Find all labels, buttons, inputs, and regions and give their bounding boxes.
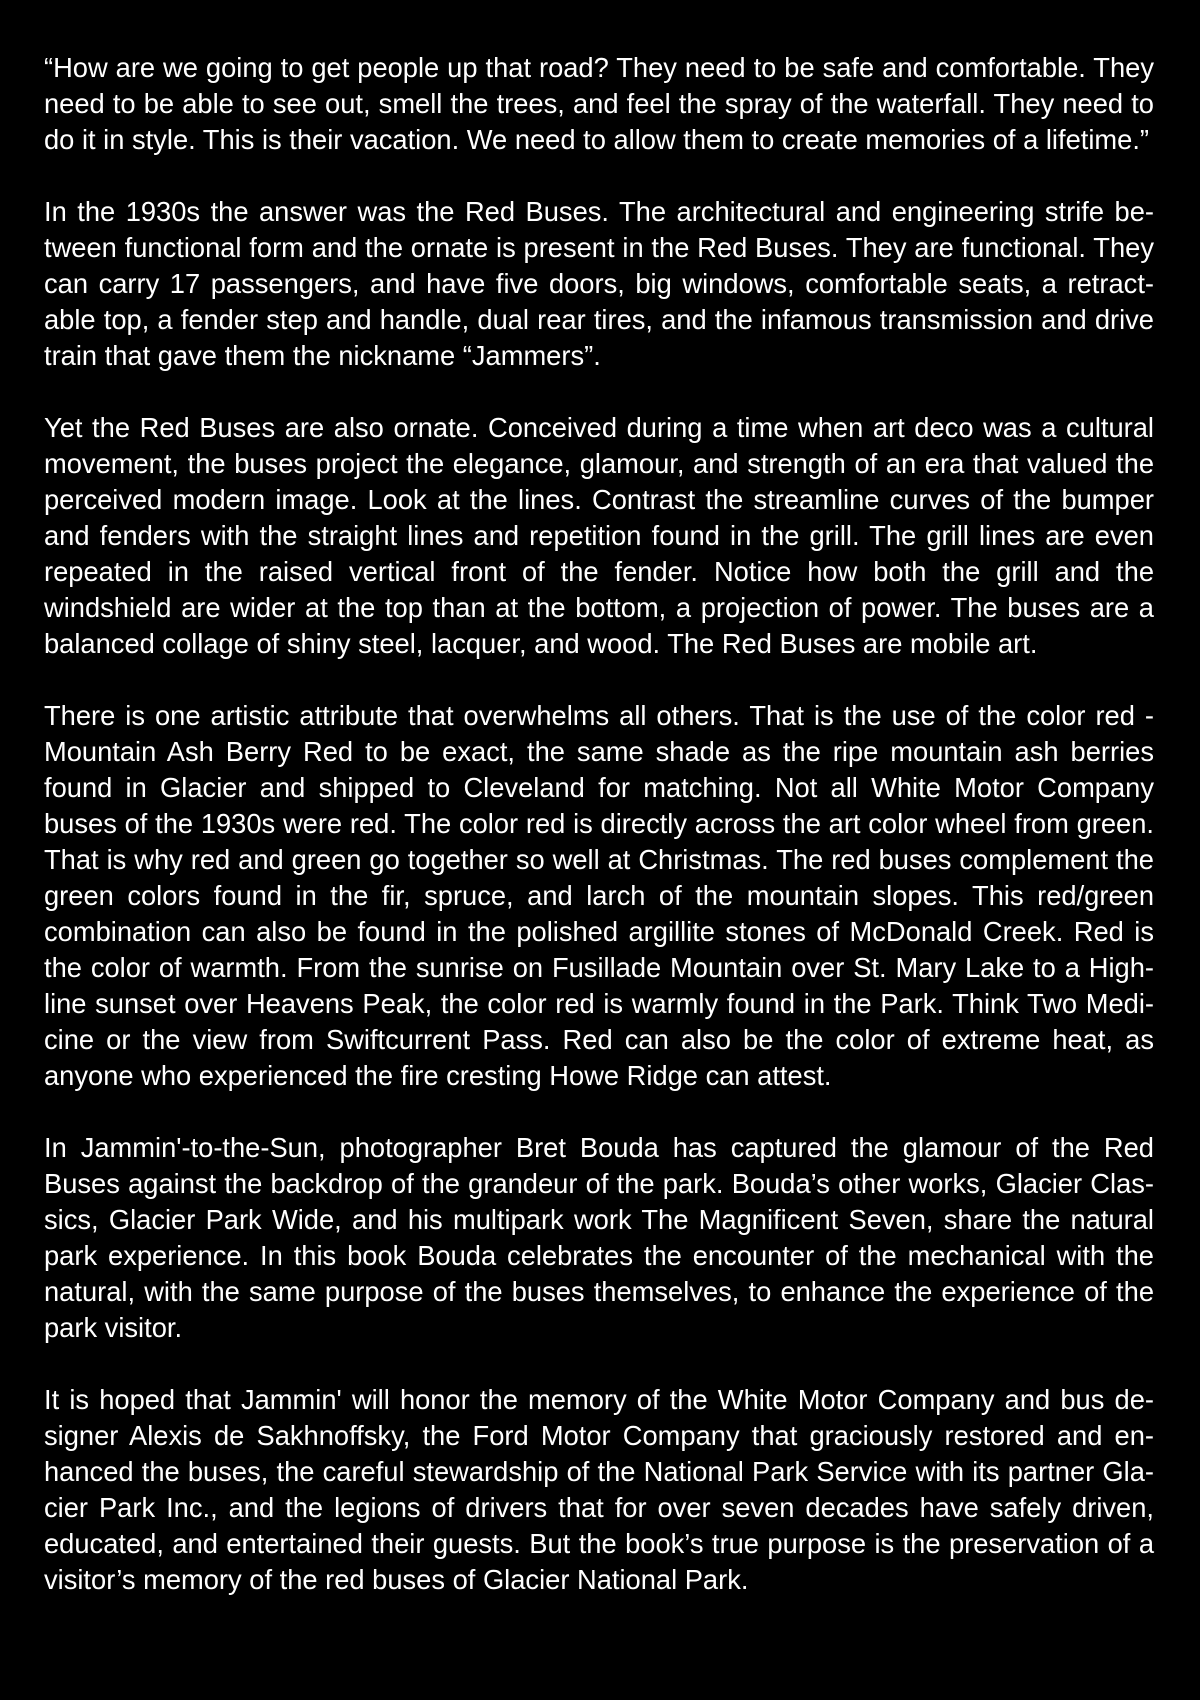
paragraph-functional-form: In the 1930s the answer was the Red Buses. The architectural and engineering strife between functional form and the ornate is present in the Red Buses. They are functional. They can carry 17 passengers, and have five doors, big windows, comfortable seats, a retractable top, a fender step and handle, dual rear tires, and the infamous transmission and drive train that gave them the nickname “Jammers”.: [44, 196, 1154, 371]
paragraph-photographer: In Jammin'-to-the-Sun, photographer Bret Bouda has captured the glamour of the Red Buses against the backdrop of the grandeur of the park. Bouda’s other works, Glacier Classics, Glacier Park Wide, and his multipark work The Magnificent Seven, share the natural park experience. In this book Bouda celebrates the encounter of the mechanical with the natural, with the same purpose of the buses themselves, to enhance the experience of the park visitor.: [44, 1132, 1154, 1343]
paragraph-opening-quote: “How are we going to get people up that road? They need to be safe and comfortable. They need to be able to see out, smell the trees, and feel the spray of the waterfall. They need to do it in style. This is their vacation. We need to allow them to create memories of a lifetime.”: [44, 52, 1154, 155]
paragraph-dedication: It is hoped that Jammin' will honor the memory of the White Motor Company and bus designer Alexis de Sakhnoffsky, the Ford Motor Company that graciously restored and enhanced the buses, the careful stewardship of the National Park Service with its partner Glacier Park Inc., and the legions of drivers that for over seven decades have safely driven, educated, and entertained their guests. But the book’s true purpose is the preservation of a visitor’s memory of the red buses of Glacier National Park.: [44, 1384, 1154, 1595]
paragraph-color-red: There is one artistic attribute that overwhelms all others. That is the use of the color red - Mountain Ash Berry Red to be exact, the same shade as the ripe mountain ash berries found in Glacier and shipped to Cleveland for matching. Not all White Motor Company buses of the 1930s were red. The color red is directly across the art color wheel from green. That is why red and green go together so well at Christmas. The red buses complement the green colors found in the fir, spruce, and larch of the mountain slopes. This red/green combination can also be found in the polished argillite stones of McDonald Creek. Red is the color of warmth. From the sunrise on Fusillade Mountain over St. Mary Lake to a Highline sunset over Heavens Peak, the color red is warmly found in the Park. Think Two Medicine or the view from Swiftcurrent Pass. Red can also be the color of extreme heat, as anyone who experienced the fire cresting Howe Ridge can attest.: [44, 700, 1154, 1091]
paragraph-ornate-design: Yet the Red Buses are also ornate. Conceived during a time when art deco was a cultural movement, the buses project the elegance, glamour, and strength of an era that valued the perceived modern image. Look at the lines. Contrast the streamline curves of the bumper and fenders with the straight lines and repetition found in the grill. The grill lines are even repeated in the raised vertical front of the fender. Notice how both the grill and the windshield are wider at the top than at the bottom, a projection of power. The buses are a balanced collage of shiny steel, lacquer, and wood. The Red Buses are mobile art.: [44, 412, 1154, 659]
